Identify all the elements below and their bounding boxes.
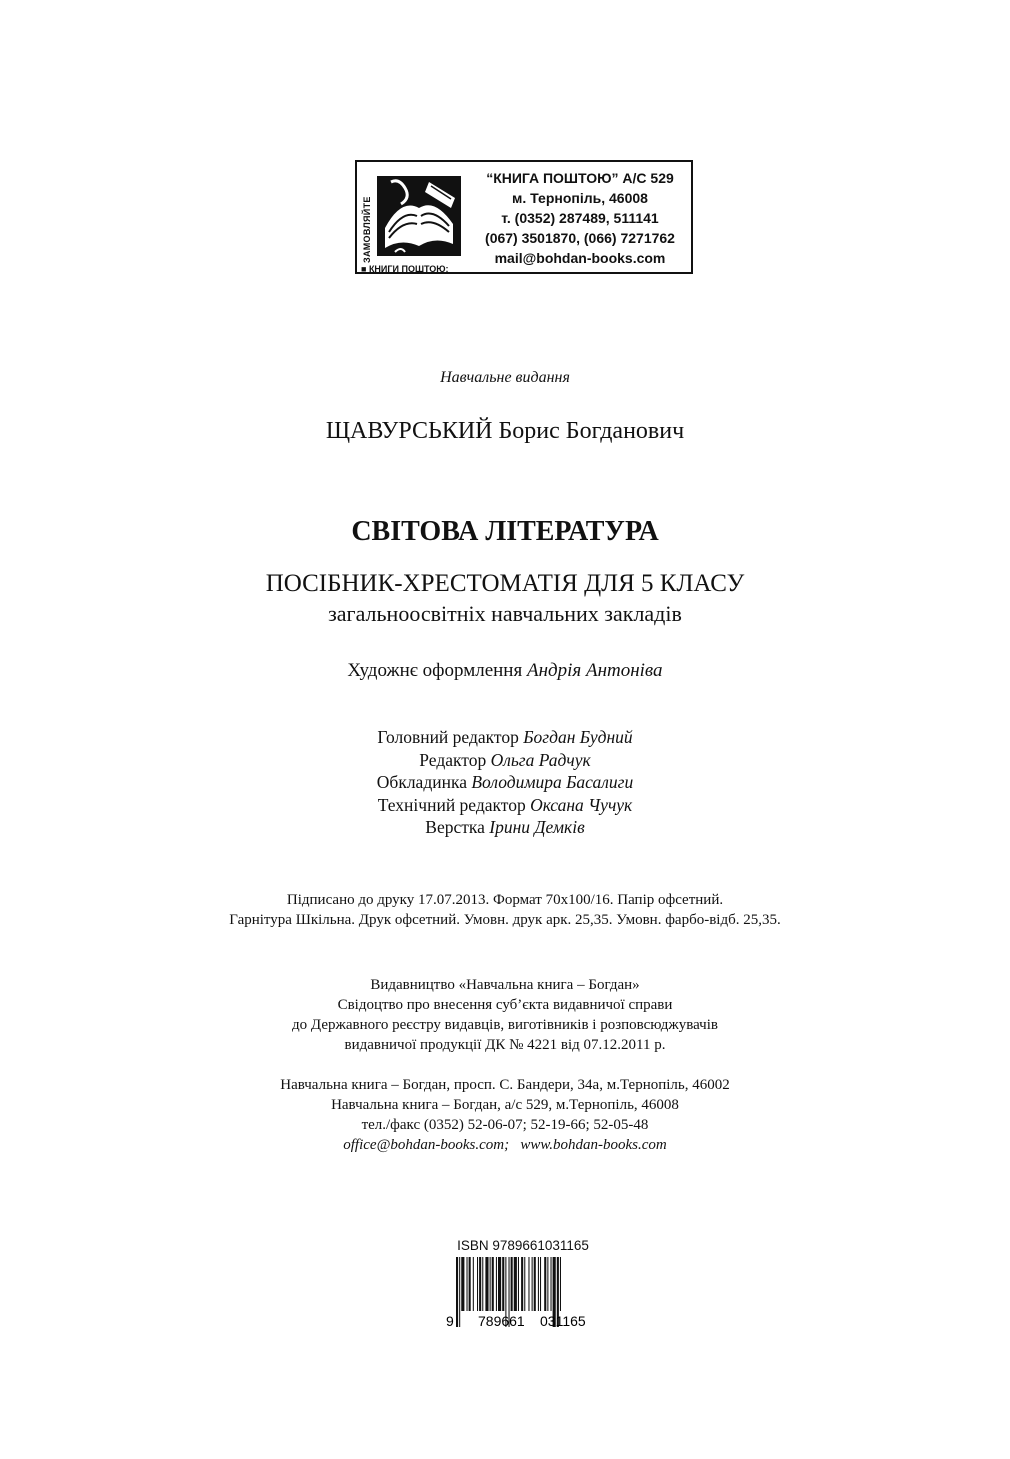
publisher-line: видавничої продукції ДК № 4221 від 07.12.2011 р.: [344, 1037, 666, 1053]
barcode-bar: [534, 1257, 536, 1311]
isbn-barcode: [442, 1238, 604, 1330]
book-subtitle-audience: загальноосвітніх навчальних закладів: [328, 601, 682, 626]
print-info-line: Гарнітура Шкільна. Друк офсетний. Умовн. друк арк. 25,35. Умовн. фарбо-відб. 25,35.: [229, 912, 781, 928]
barcode-bar: [485, 1257, 488, 1311]
staff-credits: [0, 726, 1010, 839]
mail-order-box: [355, 160, 693, 274]
staff-line: [0, 749, 1010, 772]
publisher-line: до Державного реєстру видавців, виготівників і розповсюджувачів: [292, 1017, 718, 1033]
contact-line: Навчальна книга – Богдан, просп. С. Бандери, 34а, м.Тернопіль, 46002: [280, 1077, 730, 1093]
barcode-bar: [518, 1257, 519, 1311]
mail-order-line: “КНИГА ПОШТОЮ” А/С 529: [486, 170, 674, 186]
barcode-bar: [498, 1257, 501, 1311]
contact-line: тел./факс (0352) 52-06-07; 52-19-66; 52-05-48: [361, 1117, 649, 1133]
open-book-logo-icon: [371, 168, 467, 262]
barcode-bar: [496, 1257, 497, 1311]
barcode-bar: [521, 1257, 523, 1311]
barcode-bar: [482, 1257, 483, 1311]
barcode-bar: [459, 1257, 460, 1327]
staff-role: Технічний редактор: [377, 794, 526, 815]
barcode-bar: [469, 1257, 471, 1311]
mail-order-email: mail@bohdan-books.com: [494, 250, 666, 266]
publisher-line: Видавництво «Навчальна книга – Богдан»: [370, 977, 640, 993]
mail-order-line: (067) 3501870, (066) 7271762: [485, 230, 675, 246]
mail-order-lines: [469, 168, 691, 268]
barcode-bar: [544, 1257, 546, 1311]
barcode-bar: [540, 1257, 541, 1311]
staff-role: Головний редактор: [377, 727, 519, 747]
barcode-digit-first: 9: [446, 1313, 454, 1329]
contact-line: Навчальна книга – Богдан, а/с 529, м.Тернопіль, 46008: [331, 1097, 679, 1113]
barcode-bar: [560, 1257, 561, 1311]
barcode-bar: [490, 1257, 491, 1311]
staff-line: [0, 726, 1010, 749]
author-name: ЩАВУРСЬКИЙ Борис Богданович: [325, 418, 685, 444]
barcode-bars: [442, 1238, 604, 1330]
staff-name: Володимира Басалиги: [471, 772, 634, 792]
design-credit: [0, 660, 1010, 682]
mail-order-line: м. Тернопіль, 46008: [512, 190, 648, 206]
barcode-bar: [524, 1257, 525, 1311]
print-info: [0, 890, 1010, 930]
staff-line: [0, 816, 1010, 839]
barcode-bar: [502, 1257, 504, 1311]
barcode-bar: [511, 1257, 513, 1311]
edition-type: Навчальне видання: [440, 369, 570, 386]
book-title: СВІТОВА ЛІТЕРАТУРА: [351, 516, 659, 547]
barcode-bar: [492, 1257, 494, 1311]
barcode-bar: [467, 1257, 468, 1311]
barcode-bar: [477, 1257, 478, 1311]
barcode-bar: [538, 1257, 539, 1311]
staff-role: Обкладинка: [376, 772, 467, 792]
contact-info: [0, 1075, 1010, 1155]
staff-role: Редактор: [419, 749, 487, 770]
staff-role: Верстка: [425, 817, 485, 837]
publisher-line: Свідоцтво про внесення суб’єкта видавничої справи: [337, 997, 673, 1013]
barcode-bar: [473, 1257, 474, 1311]
print-info-line: Підписано до друку 17.07.2013. Формат 70х100/16. Папір офсетний.: [286, 892, 724, 908]
staff-line: [0, 794, 1010, 817]
barcode-bar: [551, 1257, 552, 1311]
mail-order-side-text: ЗАМОВЛЯЙТЕ: [362, 196, 372, 263]
isbn-text: ISBN 9789661031165: [457, 1238, 589, 1253]
staff-name: Богдан Будний: [523, 727, 633, 747]
barcode-digits-left: 789661: [478, 1313, 525, 1329]
web-addresses: office@bohdan-books.com; www.bohdan-books.com: [343, 1137, 667, 1153]
staff-line: [0, 771, 1010, 794]
barcode-digits-right: 031165: [540, 1313, 586, 1329]
barcode-bar: [461, 1257, 464, 1311]
design-name: Андрія Антоніва: [526, 660, 663, 681]
publisher-info: [0, 975, 1010, 1055]
barcode-bar: [532, 1257, 533, 1311]
mail-order-bottom-label: КНИГИ ПОШТОЮ:: [368, 264, 449, 274]
barcode-bar: [547, 1257, 548, 1311]
staff-name: Оксана Чучук: [530, 794, 633, 815]
mail-order-line: т. (0352) 287489, 511141: [501, 210, 659, 226]
barcode-bar: [456, 1257, 458, 1327]
barcode-bar: [479, 1257, 481, 1311]
staff-name: Ольга Радчук: [490, 749, 591, 770]
barcode-bar: [528, 1257, 529, 1311]
design-label: Художнє оформлення: [347, 660, 523, 681]
mail-order-bottom-text: ■ КНИГИ ПОШТОЮ:: [361, 264, 449, 274]
staff-name: Ірини Демків: [489, 817, 585, 837]
barcode-bar: [514, 1257, 517, 1311]
book-subtitle: ПОСІБНИК-ХРЕСТОМАТІЯ ДЛЯ 5 КЛАСУ: [265, 570, 745, 597]
web-line: [0, 1135, 1010, 1155]
